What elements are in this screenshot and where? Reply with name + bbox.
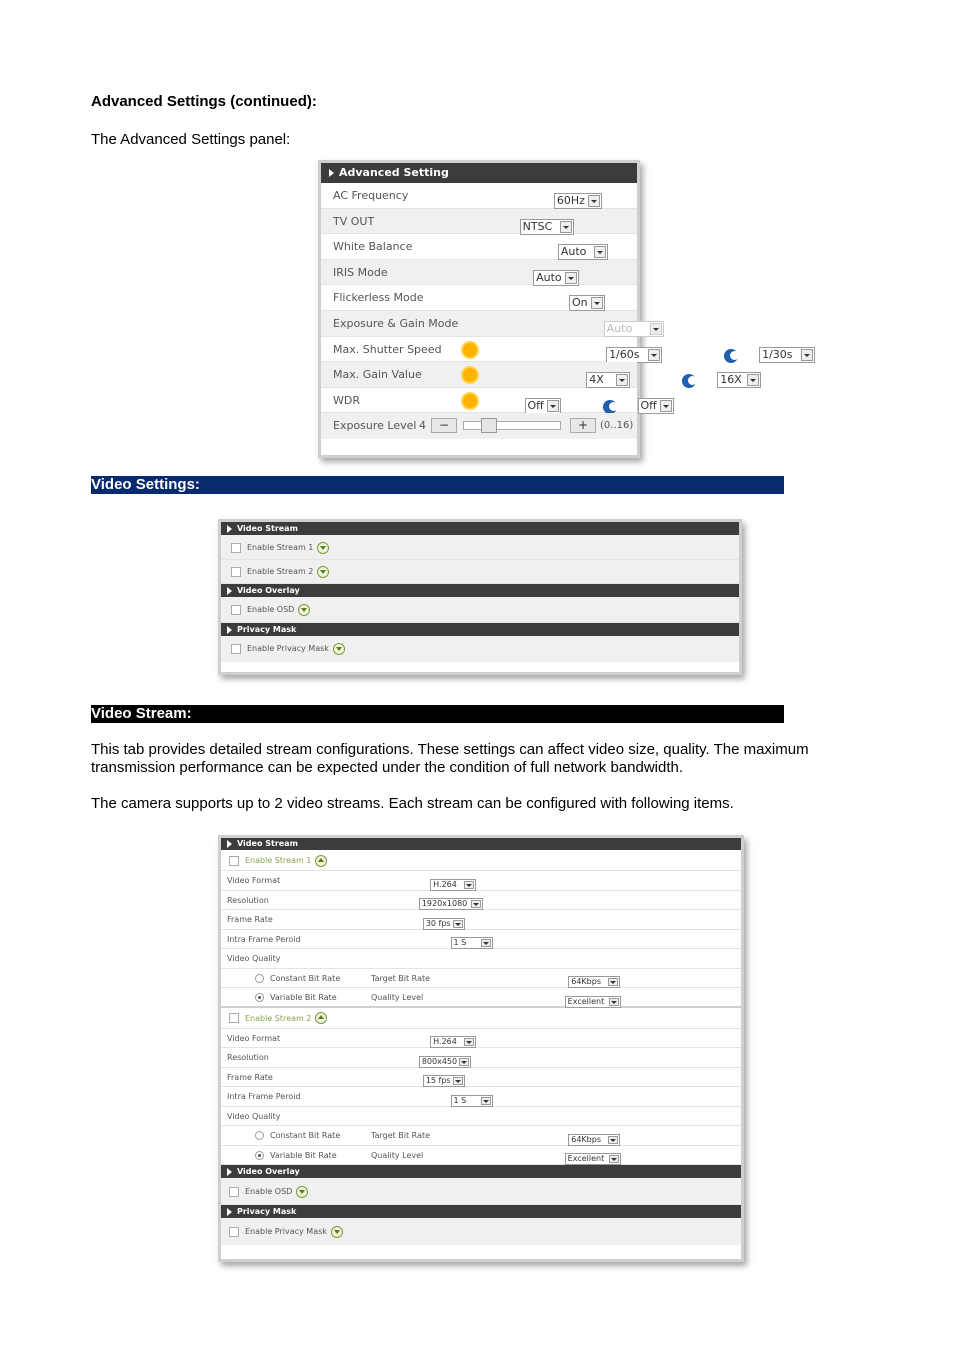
exposure-gain-mode-row [321,311,637,337]
description-paragraph: This tab provides detailed stream configurations. These settings can affect video size, quality. The maximum transmission performance can be expected under the condition of full network bandwidth. [91,741,809,776]
advanced-setting-header [321,163,637,183]
video-stream-header [221,522,739,535]
expand-triangle-icon [227,840,232,848]
expand-triangle-icon [227,626,232,634]
s2-vbr-label: Variable Bit Rate [270,1150,337,1160]
stream2-checkbox[interactable] [229,1013,239,1023]
gain-night-select[interactable] [717,372,761,388]
chevron-down-icon [459,1058,469,1066]
privacy-checkbox[interactable] [229,1227,239,1237]
video-settings-panel [218,519,742,675]
s1-level-select[interactable] [565,996,621,1008]
max-gain-row [321,362,742,388]
s1-format-label: Video Format [227,876,281,885]
s1-vbr-radio[interactable] [255,993,264,1002]
s1-resolution-row [221,891,741,911]
s2-target-select[interactable] [568,1134,620,1146]
chevron-down-icon [616,374,628,386]
s1-video-quality-row [221,949,741,969]
s2-level-select[interactable] [565,1153,621,1165]
enable-privacy-row [221,636,739,662]
osd-checkbox[interactable] [231,605,241,615]
tv-out-label: TV OUT [333,214,375,228]
s1-intra-frame-row [221,930,741,950]
collapse-up-icon[interactable] [315,1012,327,1024]
s2-frame-rate-label: Frame Rate [227,1072,273,1082]
wdr-label: WDR [333,393,360,407]
chevron-down-icon [660,400,672,412]
stream1-label: Enable Stream 1 [245,856,312,865]
s1-cbr-label: Constant Bit Rate [270,973,341,983]
shutter-day-select[interactable] [606,347,662,363]
expand-triangle-icon [227,1208,232,1216]
s2-resolution-select[interactable] [419,1056,471,1068]
video-stream-panel [218,835,744,1262]
enable-osd-row [221,1178,741,1205]
privacy-mask-title: Privacy Mask [237,625,297,634]
wdr-day-value: Off [527,398,544,412]
expand-triangle-icon [227,1168,232,1176]
s2-frame-rate-select[interactable] [423,1075,465,1087]
enable-privacy-row [221,1218,741,1245]
s2-vbr-row [221,1146,741,1166]
s1-cbr-radio[interactable] [255,974,264,983]
s1-format-select[interactable] [430,879,476,891]
exposure-level-value: 4 [419,419,426,433]
s1-target-value: 64Kbps [571,977,601,986]
osd-checkbox[interactable] [229,1187,239,1197]
video-stream-title: Video Stream [237,839,298,848]
s1-cbr-row [221,969,741,989]
chevron-down-icon [464,881,474,889]
ac-frequency-row [321,183,637,209]
wdr-day-select[interactable] [525,398,561,414]
tv-out-select[interactable] [520,219,574,235]
s2-cbr-radio[interactable] [255,1131,264,1140]
max-gain-label: Max. Gain Value [333,368,422,382]
exposure-minus-button[interactable]: − [431,418,457,433]
expand-triangle-icon [227,525,232,533]
chevron-down-icon [608,978,618,986]
exposure-range: (0..16) [600,420,634,432]
s2-vbr-radio[interactable] [255,1151,264,1160]
s2-format-label: Video Format [227,1033,281,1043]
moon-icon [603,400,617,414]
s2-cbr-row [221,1126,741,1146]
chevron-down-icon [560,221,572,233]
s1-vbr-row [221,988,741,1008]
chevron-down-icon [588,195,600,207]
chevron-down-icon [464,1038,474,1046]
enable-stream2-row [221,1008,741,1029]
s2-target-label: Target Bit Rate [371,1131,431,1140]
chevron-down-icon [591,297,603,309]
sun-icon [463,394,477,408]
chevron-down-icon [747,374,759,386]
flickerless-mode-label: Flickerless Mode [333,291,424,305]
chevron-down-icon [453,1077,463,1085]
chevron-down-icon [481,939,491,947]
s1-format-row [221,871,741,891]
sun-icon [463,368,477,382]
wdr-night-select[interactable] [638,398,674,414]
expand-down-icon[interactable] [298,604,310,616]
white-balance-row [321,234,637,260]
iris-mode-value: Auto [536,270,562,284]
privacy-mask-header [221,623,739,636]
white-balance-label: White Balance [333,240,413,254]
s2-level-label: Quality Level [371,1150,424,1160]
s2-frame-rate-value: 15 fps [425,1076,451,1085]
enable-stream1-row [221,850,741,871]
chevron-down-icon [609,998,619,1006]
s2-resolution-label: Resolution [227,1053,269,1062]
chevron-down-icon [547,400,559,412]
iris-mode-select[interactable] [533,270,579,286]
s2-video-quality-row [221,1107,741,1127]
privacy-label: Enable Privacy Mask [245,1227,327,1236]
gain-night-value: 16X [720,373,742,387]
chevron-down-icon [565,272,577,284]
exposure-gain-mode-select [604,321,664,337]
video-stream-title: Video Stream [237,524,298,533]
chevron-down-icon [648,349,660,361]
flickerless-mode-select[interactable] [569,295,605,311]
expand-down-icon[interactable] [331,1226,343,1238]
advanced-setting-title: Advanced Setting [339,166,449,179]
enable-osd-row [221,597,739,623]
s2-intra-frame-row [221,1087,741,1107]
flickerless-mode-row [321,285,637,311]
expand-down-icon[interactable] [317,542,329,554]
moon-icon [724,349,738,363]
stream2-checkbox[interactable] [231,567,241,577]
stream1-checkbox[interactable] [229,856,239,866]
enable-stream1-row [221,535,739,560]
s2-video-quality-label: Video Quality [227,1111,281,1121]
section-heading: Advanced Settings (continued): [91,93,317,110]
tv-out-value: NTSC [522,219,553,233]
moon-icon [682,374,696,388]
ac-frequency-select[interactable] [554,193,602,209]
chevron-down-icon [594,246,606,258]
shutter-night-select[interactable] [759,347,815,363]
s2-cbr-label: Constant Bit Rate [270,1131,341,1140]
video-overlay-title: Video Overlay [237,586,300,595]
max-shutter-row [321,337,793,363]
exposure-plus-button[interactable]: + [570,418,596,433]
white-balance-select[interactable] [558,244,608,260]
stream1-label: Enable Stream 1 [247,543,314,552]
exposure-level-row [321,413,637,439]
exposure-gain-mode-label: Exposure & Gain Mode [333,316,459,330]
shutter-day-value: 1/60s [609,347,640,361]
s2-intra-frame-select[interactable] [451,1095,493,1107]
exposure-slider-track[interactable] [463,421,561,430]
flickerless-mode-value: On [572,296,588,310]
s1-target-select[interactable] [568,976,620,988]
ac-frequency-value: 60Hz [556,194,585,207]
shutter-night-value: 1/30s [762,347,793,361]
s2-format-value: H.264 [433,1037,457,1046]
wdr-night-value: Off [640,398,657,412]
tv-out-row [321,209,637,235]
exposure-slider-handle[interactable] [481,418,497,433]
chevron-down-icon [650,323,662,335]
s2-frame-rate-row [221,1068,741,1088]
stream1-checkbox[interactable] [231,543,241,553]
s2-level-value: Excellent [567,1154,605,1163]
s2-resolution-row [221,1048,741,1068]
s2-resolution-value: 800x450 [421,1056,458,1066]
s1-level-value: Excellent [567,996,605,1006]
chevron-down-icon [453,920,463,928]
privacy-mask-title: Privacy Mask [237,1207,297,1216]
white-balance-value: Auto [560,245,587,259]
expand-triangle-icon [329,169,334,177]
s1-frame-rate-row [221,910,741,930]
expand-down-icon[interactable] [296,1186,308,1198]
s2-format-select[interactable] [430,1036,476,1048]
s2-intra-frame-label: Intra Frame Peroid [227,1092,301,1101]
s1-frame-rate-value: 30 fps [425,918,451,928]
osd-label: Enable OSD [247,605,295,614]
enable-stream2-row [221,560,739,584]
s1-intra-frame-select[interactable] [451,937,493,949]
privacy-mask-header [221,1205,741,1218]
gain-day-value: 4X [589,373,604,387]
video-stream-bar: Video Stream: [91,705,784,723]
stream2-label: Enable Stream 2 [245,1013,312,1023]
s1-target-label: Target Bit Rate [371,973,431,983]
s1-resolution-value: 1920x1080 [421,899,468,908]
s1-resolution-select[interactable] [419,898,483,910]
s1-vbr-label: Variable Bit Rate [270,993,337,1002]
s2-intra-frame-value: 1 S [453,1095,467,1105]
iris-mode-label: IRIS Mode [333,265,388,279]
intro-text: The Advanced Settings panel: [91,131,291,148]
s2-format-row [221,1029,741,1049]
streams-paragraph: The camera supports up to 2 video streams. Each stream can be configured with following items. [91,795,734,812]
exposure-level-label: Exposure Level [333,419,417,433]
chevron-down-icon [801,349,813,361]
iris-mode-row [321,260,637,286]
video-stream-header [221,838,741,850]
s1-video-quality-label: Video Quality [227,954,281,963]
expand-down-icon[interactable] [333,643,345,655]
chevron-down-icon [471,900,481,908]
chevron-down-icon [481,1097,491,1105]
chevron-down-icon [609,1155,619,1163]
expand-down-icon[interactable] [317,566,329,578]
video-overlay-header [221,584,739,597]
wdr-row [321,388,657,414]
video-settings-bar: Video Settings: [91,476,784,494]
privacy-checkbox[interactable] [231,644,241,654]
osd-label: Enable OSD [245,1187,293,1196]
s1-resolution-label: Resolution [227,895,269,905]
video-overlay-title: Video Overlay [237,1167,300,1176]
ac-frequency-label: AC Frequency [333,189,409,202]
collapse-up-icon[interactable] [315,855,327,867]
s2-target-value: 64Kbps [571,1134,601,1144]
video-overlay-header [221,1165,741,1178]
advanced-setting-panel [318,160,793,458]
expand-triangle-icon [227,587,232,595]
stream2-label: Enable Stream 2 [247,567,314,576]
s1-frame-rate-label: Frame Rate [227,915,273,924]
s1-format-value: H.264 [433,879,457,889]
sun-icon [463,343,477,357]
s1-frame-rate-select[interactable] [423,918,465,930]
gain-day-select[interactable] [586,372,630,388]
s1-intra-frame-value: 1 S [453,938,467,947]
s1-intra-frame-label: Intra Frame Peroid [227,934,301,944]
s1-level-label: Quality Level [371,993,424,1002]
max-shutter-label: Max. Shutter Speed [333,342,442,356]
exposure-gain-mode-value: Auto [606,321,633,335]
privacy-label: Enable Privacy Mask [247,644,329,653]
chevron-down-icon [608,1136,618,1144]
